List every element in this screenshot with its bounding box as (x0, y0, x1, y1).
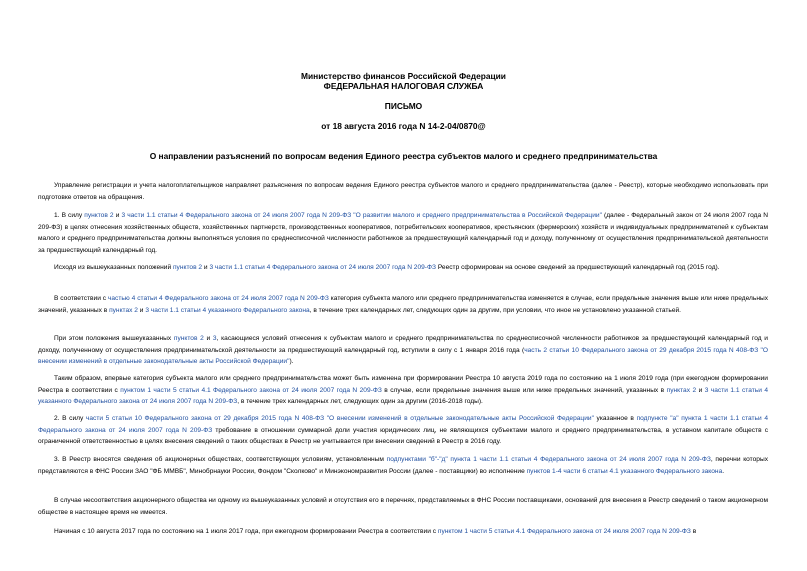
paragraph-1 (38, 210, 768, 256)
paragraph-8 (38, 495, 768, 518)
legal-reference-link[interactable]: 3 части 1.1 статьи 4 указанного Федерального закона от 24 июля 2007 года N 209-ФЗ (38, 386, 768, 406)
paragraph-text: . (722, 467, 725, 475)
paragraph-text: , в течение трех календарных лет, следующих один за другим, при условии, что иное не установлено указанной статьей. (309, 306, 682, 314)
legal-reference-link[interactable]: подпункте "а" пункта 1 части 1.1 статьи 4 Федерального закона от 24 июля 2007 года N 209-ФЗ (38, 415, 768, 434)
legal-reference-link[interactable]: пунктом 1 части 5 статьи 4.1 Федерального закона от 24 июля 2007 года N 209-ФЗ (120, 386, 382, 394)
paragraph-4 (38, 333, 768, 368)
paragraph-text: ). (289, 358, 294, 366)
paragraph-text: 3. В Реестр вносятся сведения об акционерных обществах, соответствующих условиям, установленным (54, 456, 387, 463)
paragraph-text: в случае, если предельные значения выше или ниже предельных значений, указанных в (381, 386, 667, 394)
paragraph-2 (38, 262, 768, 274)
paragraph-6 (38, 413, 768, 448)
paragraph-text: и (113, 212, 122, 219)
paragraph-text: и (137, 306, 146, 314)
legal-reference-link[interactable]: пунктах 2 (666, 386, 697, 394)
paragraph-3 (38, 293, 768, 316)
legal-reference-link[interactable]: 3 (212, 335, 217, 342)
paragraph-text: , перечни которых представляются в ФНС России ЗАО "ФБ ММВБ", Минобрнауки России, Фондом "Сколково" и Минэкономразвития России (далее - поставщики) во исполнение (38, 456, 768, 475)
legal-reference-link[interactable]: часть 2 статьи 10 Федерального закона от 29 декабря 2015 года N 408-ФЗ "О внесении изменений в отдельные законодательные акты Российской Федерации" (38, 346, 768, 366)
paragraph-text: Таким образом, впервые категория субъекта малого или среднего предпринимательства может быть изменена при формировании Реестра 10 августа 2019 года по состоянию на 1 июля 2019 года (при ежегодном формировании Реестра в соответствии с (38, 375, 768, 394)
doc-type: ПИСЬМО (384, 101, 423, 111)
document-title: О направлении разъяснений по вопросам ведения Единого реестра субъектов малого и среднего предпринимательства (149, 151, 658, 161)
paragraph-text: Реестр сформирован на основе сведений за предшествующий календарный год (2015 год). (435, 264, 720, 271)
paragraph-text: 2. В силу (54, 415, 86, 422)
paragraph-7 (38, 454, 768, 477)
paragraph-intro (38, 180, 768, 203)
paragraph-text: требование в отношении суммарной доли участия юридических лиц, не являющихся субъектами малого и среднего предпринимательства, в уставном капитале обществ с ограниченной ответственностью в целях внесения сведений о таких обществах в Реестр не учитывается при внесении сведений в Реестр в 2016 году. (38, 426, 769, 446)
paragraph-text: категория субъекта малого или среднего предпринимательства изменяется в случае, если предельные значения выше или ниже предельных значений, указанных в (38, 295, 768, 314)
legal-reference-link[interactable]: пунктов 2 (84, 212, 114, 219)
legal-reference-link[interactable]: подпунктами "б"-"д" пункта 1 части 1.1 статьи 4 Федерального закона от 24 июля 2007 года N 209-ФЗ (386, 456, 711, 463)
paragraph-text: В случае несоответствия акционерного общества ни одному из вышеуказанных условий и отсутствия его в перечнях, представляемых в ФНС России поставщиками, оснований для внесения в Реестр сведений о таком акционерном обществе в настоящее время не имеется. (38, 497, 768, 516)
legal-reference-link[interactable]: пунктов 2 (172, 264, 203, 271)
paragraph-text: и (696, 386, 705, 394)
ministry-name: Министерство финансов Российской Федерации (301, 71, 506, 81)
paragraph-text: Начиная с 10 августа 2017 года по состоянию на 1 июля 2017 года, при ежегодном формировании Реестра в соответствии с (54, 528, 438, 535)
paragraph-5 (38, 373, 768, 408)
paragraph-text: Исходя из вышеуказанных положений (54, 264, 173, 271)
paragraph-text: , в течение трех календарных лет, следующих один за другим (2016-2018 годы). (237, 398, 483, 406)
paragraph-9 (38, 526, 768, 538)
service-name: ФЕДЕРАЛЬНАЯ НАЛОГОВАЯ СЛУЖБА (323, 81, 484, 91)
legal-reference-link[interactable]: 3 части 1.1 статьи 4 указанного Федерального закона (145, 306, 310, 314)
legal-reference-link[interactable]: 3 части 1.1 статьи 4 Федерального закона от 24 июля 2007 года N 209-ФЗ (209, 264, 436, 271)
paragraph-text: При этом положения вышеуказанных (54, 335, 174, 342)
legal-reference-link[interactable]: 3 части 1.1 статьи 4 Федерального закона от 24 июля 2007 года N 209-ФЗ "О развитии малого и среднего предпринимательства в Российской Федерации" (121, 212, 602, 219)
paragraph-text: 1. В силу (54, 212, 85, 219)
paragraph-text: , касающиеся условий отнесения к субъектам малого и среднего предпринимательства по среднесписочной численности работников за предшествующий календарный год и доходу, полученному от осуществления предпринимательской деятельности за предшествующий календарный год, вступили в силу с 1 января 2016 года ( (38, 335, 768, 354)
legal-reference-link[interactable]: части 5 статьи 10 Федерального закона от 29 декабря 2015 года N 408-ФЗ "О внесении изменений в отдельные законодательные акты Российской Федерации" (85, 415, 594, 422)
paragraph-text: В соответствии с (54, 295, 108, 302)
paragraph-text: и (202, 264, 210, 271)
legal-reference-link[interactable]: пунктов 1-4 части 6 статьи 4.1 указанного Федерального закона (526, 467, 723, 475)
legal-reference-link[interactable]: пунктах 2 (109, 306, 138, 314)
paragraph-text: Управление регистрации и учета налогоплательщиков направляет разъяснения по вопросам ведения Единого реестра субъектов малого и среднего предпринимательства (далее - Реестр), которые необходимо использовать при подготовке ответов на обращения. (38, 182, 768, 201)
paragraph-text: (далее - Федеральный закон от 24 июля 2007 года N 209-ФЗ) в целях отнесения хозяйственных обществ, хозяйственных партнерств, производственных кооперативов, потребительских кооперативов, крестьянских (фермерских) хозяйств и индивидуальных предпринимателей к субъектам малого и среднего предпринимательства должны выполняться условия по среднесписочной численности работников за предшествующий календарный год и доходу, полученному от осуществления предпринимательской деятельности за предшествующий календарный год. (38, 212, 768, 254)
legal-reference-link[interactable]: пунктом 1 части 5 статьи 4.1 Федерального закона от 24 июля 2007 года N 209-ФЗ (437, 528, 691, 535)
doc-date-number: от 18 августа 2016 года N 14-2-04/0870@ (321, 121, 486, 131)
paragraph-text: и (203, 335, 213, 342)
legal-reference-link[interactable]: частью 4 статьи 4 Федерального закона от 24 июля 2007 года N 209-ФЗ (107, 295, 329, 302)
paragraph-text: указанное в (593, 415, 637, 422)
legal-reference-link[interactable]: пунктов 2 (173, 335, 204, 342)
paragraph-text: в (690, 528, 697, 535)
